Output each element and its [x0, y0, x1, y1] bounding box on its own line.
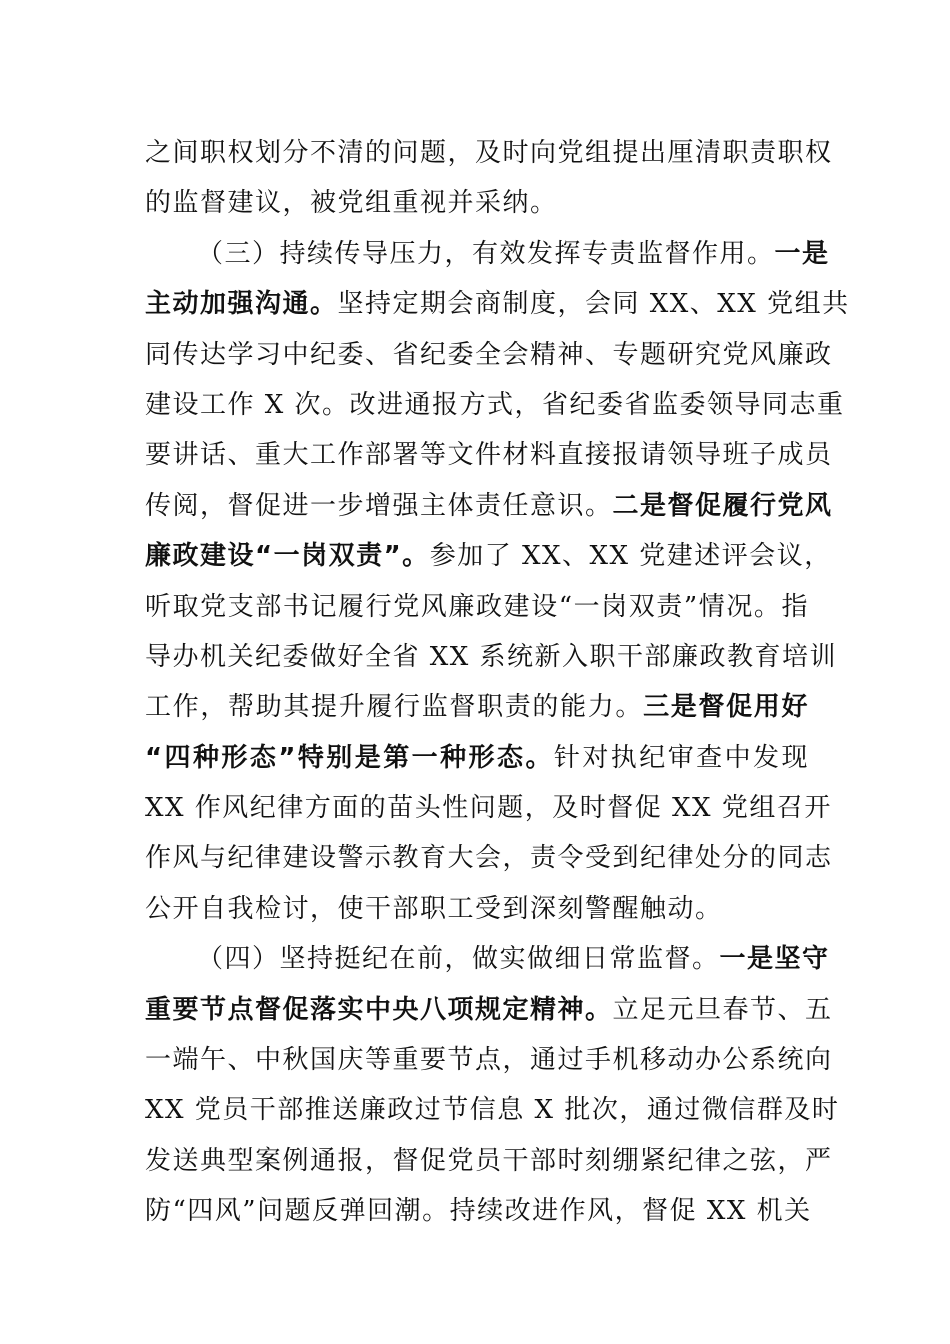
text-line — [145, 531, 832, 581]
text-line — [145, 128, 833, 178]
bold-text-segment: 廉政建设“一岗双责”。 — [145, 541, 430, 572]
text-segment: 作风与纪律建设警示教育大会，责令受到纪律处分的同志 — [145, 843, 833, 874]
text-line — [145, 733, 809, 783]
text-line — [145, 632, 838, 682]
bold-text-segment: 三是督促用好 — [643, 692, 809, 723]
bold-text-segment: 一是坚守 — [719, 944, 830, 975]
bold-text-segment: 重要节点督促落实中央八项规定精神。 — [145, 994, 613, 1025]
text-line — [145, 783, 832, 833]
text-line — [145, 1035, 833, 1085]
text-line — [145, 430, 833, 480]
text-segment: 参加了 XX、XX 党建述评会议， — [429, 541, 832, 572]
text-line — [145, 1136, 833, 1186]
text-line — [145, 985, 833, 1035]
text-line — [145, 1085, 840, 1135]
text-segment: 听取党支部书记履行党风廉政建设“一岗双责”情况。指 — [145, 591, 809, 622]
text-segment: 公开自我检讨，使干部职工受到深刻警醒触动。 — [145, 893, 723, 924]
text-segment: 针对执纪审查中发现 — [553, 742, 809, 773]
bold-text-segment: 一是 — [774, 238, 830, 269]
bold-text-segment: “四种形态”特别是第一种形态。 — [145, 742, 554, 773]
text-segment: 之间职权划分不清的问题，及时向党组提出厘清职责职权 — [145, 138, 833, 168]
text-segment: 传阅，督促进一步增强主体责任意识。 — [145, 490, 613, 521]
text-segment: 坚持定期会商制度，会同 XX、XX 党组共 — [337, 289, 850, 320]
text-line — [145, 682, 809, 732]
text-line — [145, 934, 830, 984]
bold-text-segment: 二是督促履行党风 — [612, 490, 833, 521]
body-text — [145, 128, 850, 1237]
text-line — [145, 481, 833, 531]
text-line — [145, 279, 850, 329]
text-line — [145, 330, 833, 380]
text-line — [145, 178, 809, 228]
text-segment: 发送典型案例通报，督促党员干部时刻绷紧纪律之弦，严 — [145, 1145, 833, 1176]
text-segment: 的监督建议，被党组重视并采纳。 — [145, 188, 558, 219]
text-segment: 立足元旦春节、五 — [612, 994, 833, 1025]
text-segment: （四）坚持挺纪在前，做实做细日常监督。 — [197, 944, 720, 975]
bold-text-segment: 主动加强沟通。 — [145, 289, 338, 320]
text-segment: 一端午、中秋国庆等重要节点，通过手机移动办公系统向 — [145, 1045, 833, 1076]
text-line — [145, 1186, 812, 1236]
text-segment: 要讲话、重大工作部署等文件材料直接报请领导班子成员 — [145, 440, 833, 471]
text-line — [145, 582, 809, 632]
text-segment: 防“四风”问题反弹回潮。持续改进作风，督促 XX 机关 — [145, 1196, 812, 1227]
text-segment: 导办机关纪委做好全省 XX 系统新入职干部廉政教育培训 — [145, 641, 838, 672]
text-segment: XX 作风纪律方面的苗头性问题，及时督促 XX 党组召开 — [145, 793, 832, 824]
text-line — [145, 229, 830, 279]
text-segment: 工作，帮助其提升履行监督职责的能力。 — [145, 692, 644, 723]
text-line — [145, 833, 833, 883]
text-segment: 同传达学习中纪委、省纪委全会精神、专题研究党风廉政 — [145, 339, 833, 370]
text-segment: XX 党员干部推送廉政过节信息 X 批次，通过微信群及时 — [145, 1095, 840, 1126]
text-segment: 建设工作 X 次。改进通报方式，省纪委省监委领导同志重 — [145, 389, 845, 420]
text-line — [145, 380, 845, 430]
text-segment: （三）持续传导压力，有效发挥专责监督作用。 — [197, 238, 775, 269]
text-line — [145, 884, 809, 934]
